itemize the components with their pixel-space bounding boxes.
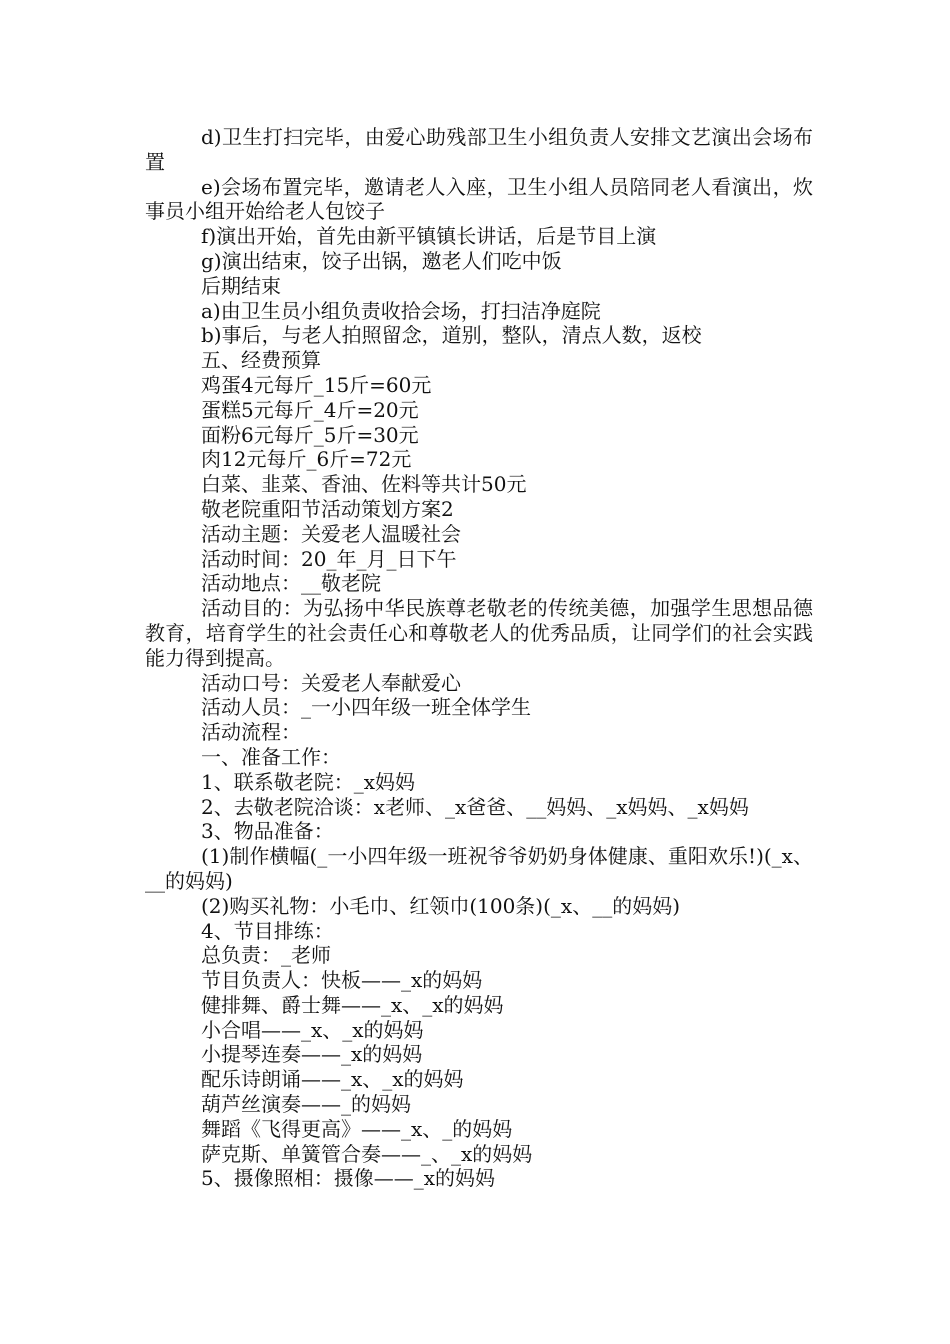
plan-title: 敬老院重阳节活动策划方案2 xyxy=(201,496,454,521)
list-item: 舞蹈《飞得更高》——_x、_的妈妈 xyxy=(201,1116,513,1141)
list-item: 葫芦丝演奏——_的妈妈 xyxy=(201,1092,411,1117)
list-item: 总负责：_老师 xyxy=(201,943,331,968)
list-item: 节目负责人：快板——_x的妈妈 xyxy=(201,968,483,993)
paragraph: f)演出开始，首先由新平镇镇长讲话，后是节目上演 xyxy=(201,224,657,249)
paragraph: 活动人员：_一小四年级一班全体学生 xyxy=(201,695,531,720)
paragraph: b)事后，与老人拍照留念，道别，整队，清点人数，返校 xyxy=(201,323,702,348)
section-heading: 一、准备工作： xyxy=(201,744,341,769)
list-item: 小提琴连奏——_x的妈妈 xyxy=(201,1042,423,1067)
paragraph: 活动目的：为弘扬中华民族尊老敬老的传统美德，加强学生思想品德教育，培育学生的社会责任心和尊敬老人的优秀品质，让同学们的社会实践能力得到提高。 xyxy=(145,596,813,670)
document-body xyxy=(145,125,813,1191)
paragraph: g)演出结束，饺子出锅，邀老人们吃中饭 xyxy=(201,248,562,273)
paragraph: 活动主题：关爱老人温暖社会 xyxy=(201,521,461,546)
list-item: 配乐诗朗诵——_x、_x的妈妈 xyxy=(201,1067,464,1092)
list-item: 萨克斯、单簧管合奏——_、_x的妈妈 xyxy=(201,1141,533,1166)
budget-item: 白菜、韭菜、香油、佐料等共计50元 xyxy=(201,472,527,497)
list-item: 小合唱——_x、_x的妈妈 xyxy=(201,1017,424,1042)
paragraph: a)由卫生员小组负责收拾会场，打扫洁净庭院 xyxy=(201,298,601,323)
paragraph: e)会场布置完毕，邀请老人入座，卫生小组人员陪同老人看演出，炊事员小组开始给老人包饺子 xyxy=(145,174,813,224)
paragraph: 活动口号：关爱老人奉献爱心 xyxy=(201,670,461,695)
paragraph: 活动时间：20_年_月_日下午 xyxy=(201,546,457,571)
budget-item: 蛋糕5元每斤_4斤=20元 xyxy=(201,397,419,422)
paragraph: 活动地点：__敬老院 xyxy=(201,571,381,596)
list-item: 2、去敬老院洽谈：x老师、_x爸爸、__妈妈、_x妈妈、_x妈妈 xyxy=(201,794,749,819)
list-item: 3、物品准备： xyxy=(201,819,334,844)
paragraph: d)卫生打扫完毕，由爱心助残部卫生小组负责人安排文艺演出会场布置 xyxy=(145,125,813,174)
list-item: 5、摄像照相：摄像——_x的妈妈 xyxy=(201,1166,496,1191)
list-item: (2)购买礼物：小毛巾、红领巾(100条)(_x、__的妈妈) xyxy=(201,893,680,918)
budget-item: 肉12元每斤_6斤=72元 xyxy=(201,447,412,472)
section-heading: 后期结束 xyxy=(201,273,281,298)
budget-item: 鸡蛋4元每斤_15斤=60元 xyxy=(201,372,432,397)
list-item: 健排舞、爵士舞——_x、_x的妈妈 xyxy=(201,992,504,1017)
list-item: 4、节目排练： xyxy=(201,918,334,943)
budget-item: 面粉6元每斤_5斤=30元 xyxy=(201,422,419,447)
list-item: 1、联系敬老院：_x妈妈 xyxy=(201,769,416,794)
list-item: (1)制作横幅(_一小四年级一班祝爷爷奶奶身体健康、重阳欢乐!)(_x、__的妈妈) xyxy=(145,844,813,893)
section-heading: 五、经费预算 xyxy=(201,348,321,373)
section-heading: 活动流程： xyxy=(201,720,301,745)
